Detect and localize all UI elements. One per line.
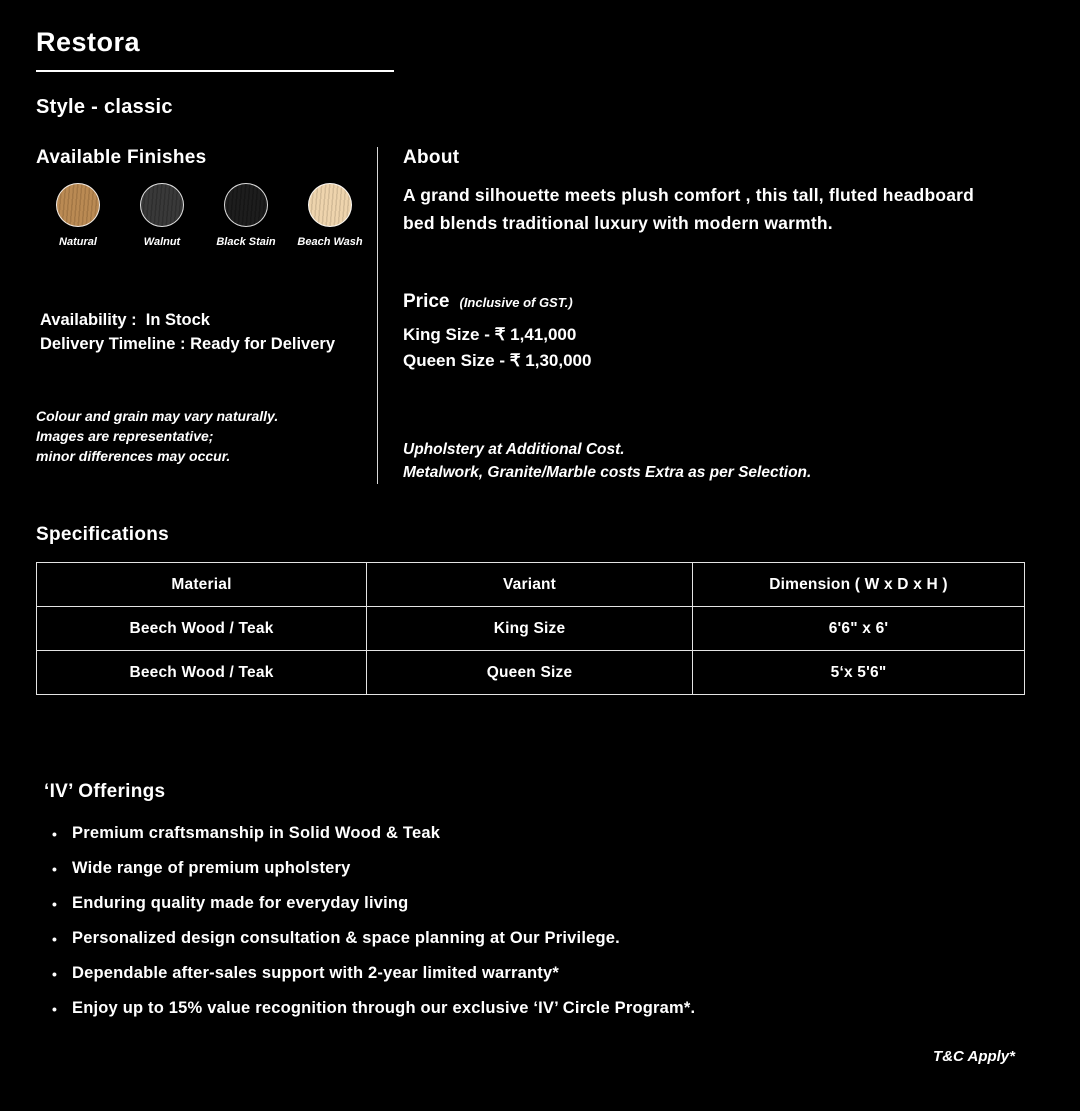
cell-variant: Queen Size [366, 651, 692, 695]
price-note-line: Metalwork, Granite/Marble costs Extra as per Selection. [403, 464, 812, 481]
finish-swatch-walnut [140, 183, 184, 227]
list-item: • Personalized design consultation & space planning at Our Privilege. [50, 928, 1025, 948]
about-heading: About [403, 147, 460, 168]
finish-label: Black Stain [216, 236, 276, 248]
gst-note: (Inclusive of GST.) [459, 295, 573, 310]
terms-and-conditions-note: T&C Apply* [933, 1048, 1015, 1065]
available-finishes-heading: Available Finishes [36, 147, 207, 168]
finish-label: Beach Wash [297, 236, 363, 248]
finish-option-beach-wash [288, 183, 372, 248]
iv-offerings-heading: ‘IV’ Offerings [44, 781, 166, 802]
list-item: • Enjoy up to 15% value recognition through our exclusive ‘IV’ Circle Program*. [50, 998, 1025, 1018]
availability-block [36, 308, 377, 356]
specifications-heading: Specifications [36, 524, 170, 545]
disclaimer-line: minor differences may occur. [36, 448, 231, 464]
table-row [37, 651, 1025, 695]
about-description: A grand silhouette meets plush comfort , this tall, fluted headboard bed blends traditional luxury with modern warmth. [403, 185, 975, 233]
list-item: • Premium craftsmanship in Solid Wood & Teak [50, 823, 1025, 843]
queen-size-price: Queen Size - ₹ 1,30,000 [403, 351, 592, 370]
cell-variant: King Size [366, 607, 692, 651]
finishes-about-section [36, 147, 1025, 484]
finish-option-natural [36, 183, 120, 248]
finish-swatch-beach-wash [308, 183, 352, 227]
column-header-dimension: Dimension ( W x D x H ) [693, 563, 1025, 607]
finish-option-walnut [120, 183, 204, 248]
list-item: • Enduring quality made for everyday living [50, 893, 1025, 913]
price-note-line: Upholstery at Additional Cost. [403, 441, 625, 458]
disclaimer-line: Colour and grain may vary naturally. [36, 408, 279, 424]
list-item: • Wide range of premium upholstery [50, 858, 1025, 878]
king-size-price: King Size - ₹ 1,41,000 [403, 325, 577, 344]
list-item: • Dependable after-sales support with 2-year limited warranty* [50, 963, 1025, 983]
price-heading: Price [403, 291, 450, 312]
delivery-timeline: Delivery Timeline : Ready for Delivery [40, 335, 335, 353]
table-row [37, 607, 1025, 651]
finish-option-black-stain [204, 183, 288, 248]
price-notes [403, 438, 1025, 484]
cell-dimension: 6'6" x 6' [693, 607, 1025, 651]
availability-status: Availability : In Stock [40, 311, 210, 329]
specifications-table [36, 562, 1025, 695]
finishes-column [36, 147, 377, 484]
finish-label: Natural [59, 236, 97, 248]
finish-disclaimer [36, 406, 377, 466]
price-header-row [403, 291, 1025, 313]
price-lines [403, 322, 1025, 374]
style-subtitle: Style - classic [36, 96, 173, 118]
iv-offerings-list [36, 823, 1025, 1018]
column-header-variant: Variant [366, 563, 692, 607]
title-underline [36, 70, 394, 72]
disclaimer-line: Images are representative; [36, 428, 214, 444]
finish-label: Walnut [143, 236, 181, 248]
about-price-column [378, 147, 1025, 484]
finish-swatch-natural [56, 183, 100, 227]
page-title: Restora [36, 27, 141, 57]
finish-swatches [36, 183, 377, 248]
cell-material: Beech Wood / Teak [37, 651, 367, 695]
column-header-material: Material [37, 563, 367, 607]
cell-material: Beech Wood / Teak [37, 607, 367, 651]
cell-dimension: 5‘x 5'6" [693, 651, 1025, 695]
finish-swatch-black-stain [224, 183, 268, 227]
table-header-row [37, 563, 1025, 607]
